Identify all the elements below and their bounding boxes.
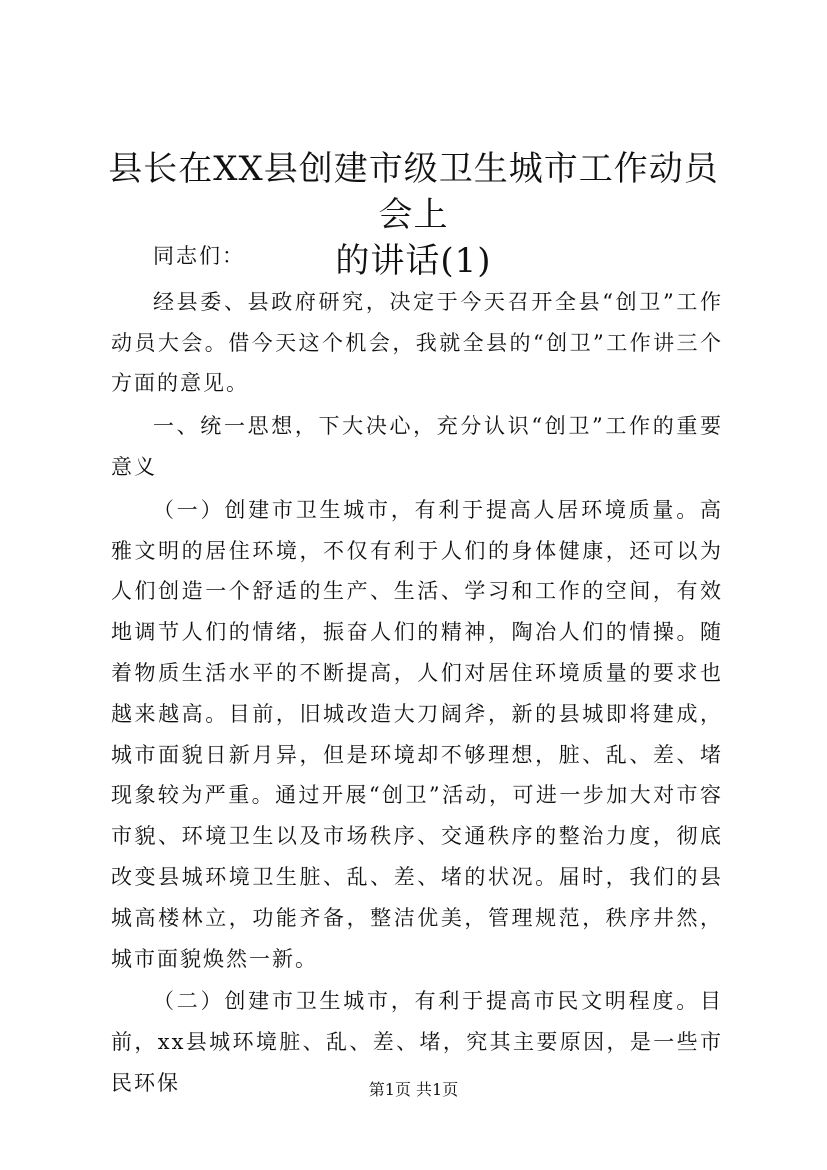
document-body: [111, 236, 723, 1106]
intro-paragraph: 经县委、县政府研究，决定于今天召开全县“创卫”工作动员大会。借今天这个机会，我就全县的“创卫”工作讲三个方面的意见。: [111, 289, 723, 396]
subsection-paragraph-2: （二）创建市卫生城市，有利于提高市民文明程度。目前，xx县城环境脏、乱、差、堵，究其主要原因，是一些市民环保: [111, 989, 723, 1095]
section-heading-1: 一、统一思想，下大决心，充分认识“创卫”工作的重要意义: [111, 414, 723, 479]
greeting-paragraph: 同志们：: [153, 244, 245, 268]
page-footer: 第1页 共1页: [368, 1080, 459, 1099]
subsection-paragraph-1: （一）创建市卫生城市，有利于提高人居环境质量。高雅文明的居住环境，不仅有利于人们的身体健康，还可以为人们创造一个舒适的生产、生活、学习和工作的空间，有效地调节人们的情绪，振奋人们的精神，陶冶人们的情操。随着物质生活水平的不断提高，人们对居住环境质量的要求也越来越高。目前，旧城改造大刀阔斧，新的县城即将建成，城市面貌日新月异，但是环境却不够理想，脏、乱、差、堵现象较为严重。通过开展“创卫”活动，可进一步加大对市容市貌、环境卫生以及市场秩序、交通秩序的整治力度，彻底改变县城环境卫生脏、乱、差、堵的状况。届时，我们的县城高楼林立，功能齐备，整洁优美，管理规范，秩序井然，城市面貌焕然一新。: [111, 497, 723, 971]
title-line-1: 县长在XX县创建市级卫生城市工作动员会上: [108, 149, 719, 235]
title-line-2: 的讲话(1): [335, 241, 492, 281]
